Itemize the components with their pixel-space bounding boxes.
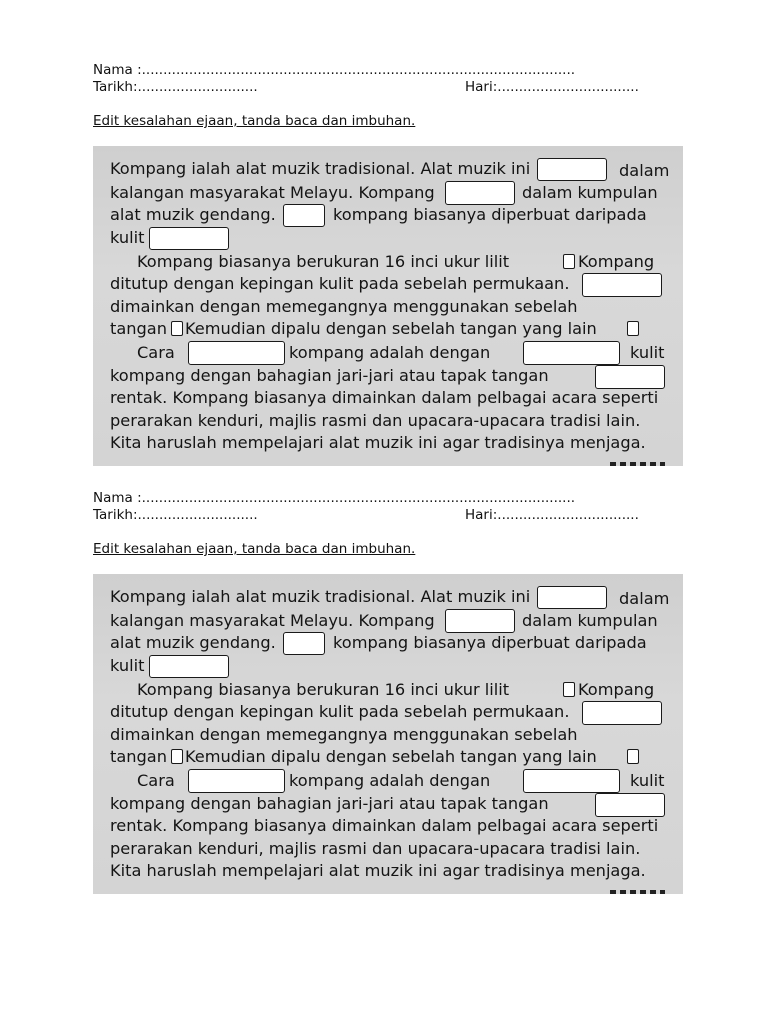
day-line: Hari:................................. [465,507,639,523]
passage-line: kompang adalah dengan [289,343,491,362]
instruction: Edit kesalahan ejaan, tanda baca dan imbuhan. [93,541,416,557]
passage-line: Kompang biasanya berukuran 16 inci ukur lilit [137,252,510,271]
passage-line: alat muzik gendang. [110,205,276,224]
answer-box[interactable] [627,321,639,336]
passage-line: rentak. Kompang biasanya dimainkan dalam pelbagai acara seperti [110,816,659,835]
answer-box[interactable] [188,341,285,365]
passage-line: Kompang ialah alat muzik tradisional. Alat muzik ini [110,159,531,178]
answer-box[interactable] [563,682,575,697]
passage-line: Kompang biasanya berukuran 16 inci ukur lilit [137,680,510,699]
passage-line: dalam [619,161,670,180]
answer-box[interactable] [582,273,662,297]
passage-line: dimainkan dengan memegangnya menggunakan sebelah [110,725,578,744]
answer-box[interactable] [445,181,515,205]
answer-box[interactable] [149,227,229,250]
passage-line: kompang biasanya diperbuat daripada [333,205,647,224]
passage-line: kalangan masyarakat Melayu. Kompang [110,611,435,630]
passage-line: Kompang [578,252,655,271]
name-line: Nama :..................................................................................................... [93,490,576,506]
answer-box[interactable] [537,158,607,181]
answer-box[interactable] [445,609,515,633]
passage-line: kompang dengan bahagian jari-jari atau tapak tangan [110,794,549,813]
passage-line: Kompang ialah alat muzik tradisional. Alat muzik ini [110,587,531,606]
passage-line: dalam kumpulan [522,611,658,630]
answer-box[interactable] [283,204,325,227]
passage-line: kompang dengan bahagian jari-jari atau tapak tangan [110,366,549,385]
torn-edge [610,890,665,894]
passage-line: alat muzik gendang. [110,633,276,652]
passage-line: perarakan kenduri, majlis rasmi dan upacara-upacara tradisi lain. [110,411,641,430]
answer-box[interactable] [627,749,639,764]
passage-line: kalangan masyarakat Melayu. Kompang [110,183,435,202]
passage-line: ditutup dengan kepingan kulit pada sebelah permukaan. [110,702,570,721]
passage-line: Kita haruslah mempelajari alat muzik ini agar tradisinya menjaga. [110,861,646,880]
passage-line: kulit [630,343,665,362]
passage-line: dalam [619,589,670,608]
passage-line: perarakan kenduri, majlis rasmi dan upacara-upacara tradisi lain. [110,839,641,858]
passage-line: Kemudian dipalu dengan sebelah tangan yang lain [185,319,597,338]
date-line: Tarikh:............................ [93,79,258,95]
passage-line: Cara [137,771,175,790]
passage-line: dalam kumpulan [522,183,658,202]
passage-line: kulit [110,228,145,247]
day-line: Hari:................................. [465,79,639,95]
passage-line: ditutup dengan kepingan kulit pada sebelah permukaan. [110,274,570,293]
answer-box[interactable] [283,632,325,655]
answer-box[interactable] [595,365,665,389]
name-line: Nama :..................................................................................................... [93,62,576,78]
passage-line: Kita haruslah mempelajari alat muzik ini agar tradisinya menjaga. [110,433,646,452]
answer-box[interactable] [188,769,285,793]
date-line: Tarikh:............................ [93,507,258,523]
answer-box[interactable] [563,254,575,269]
passage-line: Kemudian dipalu dengan sebelah tangan yang lain [185,747,597,766]
passage-line: kulit [630,771,665,790]
instruction: Edit kesalahan ejaan, tanda baca dan imbuhan. [93,113,416,129]
passage-image [93,146,683,466]
passage-line: Kompang [578,680,655,699]
passage-line: dimainkan dengan memegangnya menggunakan sebelah [110,297,578,316]
passage-line: tangan [110,319,167,338]
passage-line: rentak. Kompang biasanya dimainkan dalam pelbagai acara seperti [110,388,659,407]
answer-box[interactable] [582,701,662,725]
answer-box[interactable] [149,655,229,678]
answer-box[interactable] [171,321,183,336]
torn-edge [610,462,665,466]
passage-line: kompang adalah dengan [289,771,491,790]
answer-box[interactable] [523,769,620,793]
passage-line: tangan [110,747,167,766]
answer-box[interactable] [537,586,607,609]
passage-line: Cara [137,343,175,362]
answer-box[interactable] [595,793,665,817]
passage-image [93,574,683,894]
passage-line: kulit [110,656,145,675]
answer-box[interactable] [171,749,183,764]
passage-line: kompang biasanya diperbuat daripada [333,633,647,652]
answer-box[interactable] [523,341,620,365]
